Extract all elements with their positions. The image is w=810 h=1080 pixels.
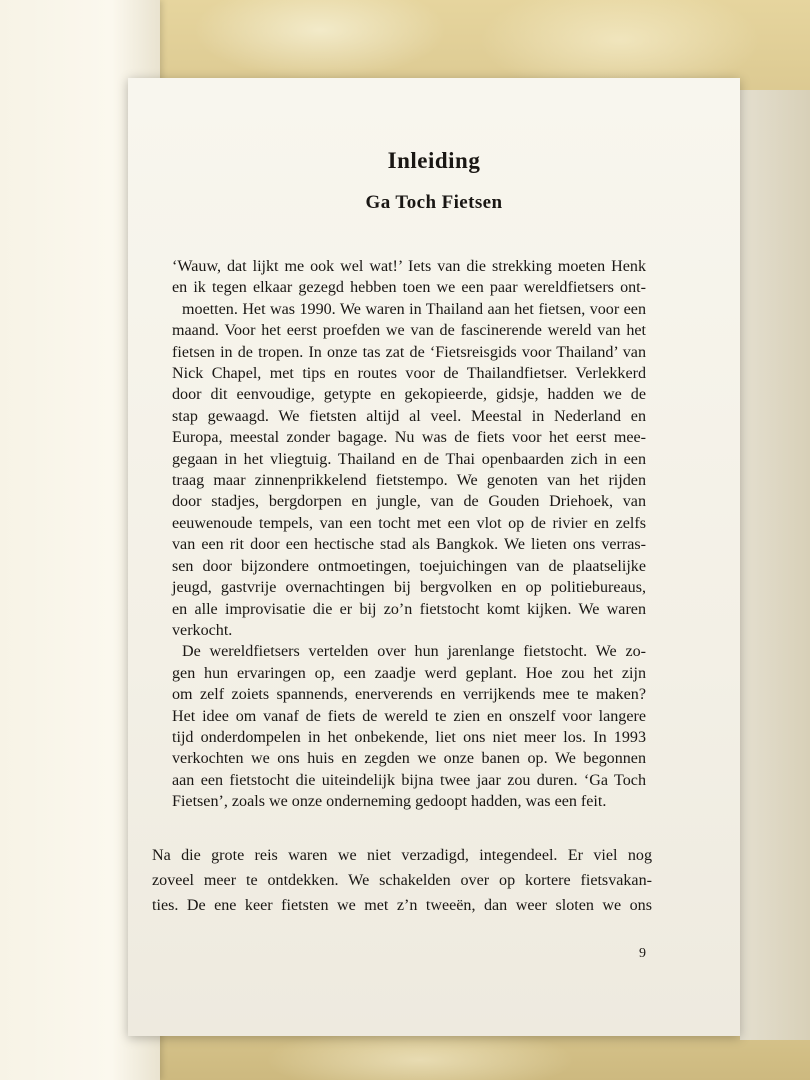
text-line: verkocht. — [172, 621, 233, 639]
text-line: om zelf zoiets spannends, enerverends en verrijkends mee te maken? — [172, 686, 646, 704]
text-line: eeuwenoude tempels, van een tocht met een vlot op de rivier en zelfs — [172, 514, 646, 532]
chapter-subtitle: Ga Toch Fietsen — [365, 192, 503, 213]
text-line: Na die grote reis waren we niet verzadigd, integendeel. Er viel nog — [152, 847, 652, 864]
text-line: De wereldfietsers vertelden over hun jarenlange fietstocht. We zo- — [182, 643, 646, 661]
text-line: Het idee om vanaf de fiets de wereld te zien en onszelf voor langere — [172, 707, 646, 725]
paragraph-1 — [172, 256, 646, 641]
book-page — [128, 78, 740, 1036]
text-line: ties. De ene keer fietsten we met z’n tweeën, dan weer sloten we ons — [152, 897, 652, 914]
text-line: door dit eenvoudige, getypte en gekopieerde, gidsje, hadden we de — [172, 386, 646, 404]
text-line: traag maar zinnenprikkelend fietstempo. We genoten van het rijden — [172, 472, 646, 490]
paragraph-2 — [172, 641, 646, 812]
text-line: stap gewaagd. We fietsten altijd al veel. Meestal in Nederland en — [172, 407, 646, 425]
paragraph-3 — [152, 843, 652, 918]
text-line: door stadjes, bergdorpen en jungle, van de Gouden Driehoek, van — [172, 493, 646, 511]
text-line: moetten. Het was 1990. We waren in Thailand aan het fietsen, voor een — [182, 300, 646, 318]
text-line: van een rit door een hectische stad als Bangkok. We lieten ons verras- — [172, 536, 646, 554]
text-line: ‘Wauw, dat lijkt me ook wel wat!’ Iets van die strekking moeten Henk — [172, 258, 646, 275]
text-line: gen hun ervaringen op, een zaadje werd geplant. Hoe zou het zijn — [172, 664, 646, 682]
text-line: aan een fietstocht die uiteindelijk bijna twee jaar zou duren. ‘Ga Toch — [172, 771, 646, 789]
text-line: tijd onderdompelen in het onbekende, liet ons niet meer los. In 1993 — [172, 728, 646, 746]
page-stack-edge — [740, 90, 810, 1040]
text-line: gegaan in het vliegtuig. Thailand en de Thai openbaarden zich in een — [172, 450, 646, 468]
text-line: sen door bijzondere ontmoetingen, toejuichingen van de plaatselijke — [172, 557, 646, 575]
text-line: jeugd, gastvrije overnachtingen bij bergvolken en op politiebureaus, — [172, 579, 646, 597]
body-text — [172, 256, 646, 813]
page-number: 9 — [639, 946, 646, 961]
text-line: en ik tegen elkaar gezegd hebben toen we een paar wereldfietsers ont- — [172, 279, 646, 297]
text-line: Europa, meestal zonder bagage. Nu was de fiets voor het eerst mee- — [172, 429, 646, 447]
chapter-title: Inleiding — [387, 148, 481, 173]
text-line: maand. Voor het eerst proefden we van de fascinerende wereld van het — [172, 322, 646, 340]
text-line: zoveel meer te ontdekken. We schakelden over op kortere fietsvakan- — [152, 872, 652, 889]
text-line: en alle improvisatie die er bij zo’n fietstocht komt kijken. We waren — [172, 600, 646, 618]
text-line: Fietsen’, zoals we onze onderneming gedoopt hadden, was een feit. — [172, 793, 607, 811]
text-line: verkochten we ons huis en zegden we onze banen op. We begonnen — [172, 750, 646, 768]
text-line: Nick Chapel, met tips en routes voor de Thailandfietser. Verlekkerd — [172, 365, 646, 383]
text-line: fietsen in de tropen. In onze tas zat de ‘Fietsreisgids voor Thailand’ van — [172, 343, 646, 361]
